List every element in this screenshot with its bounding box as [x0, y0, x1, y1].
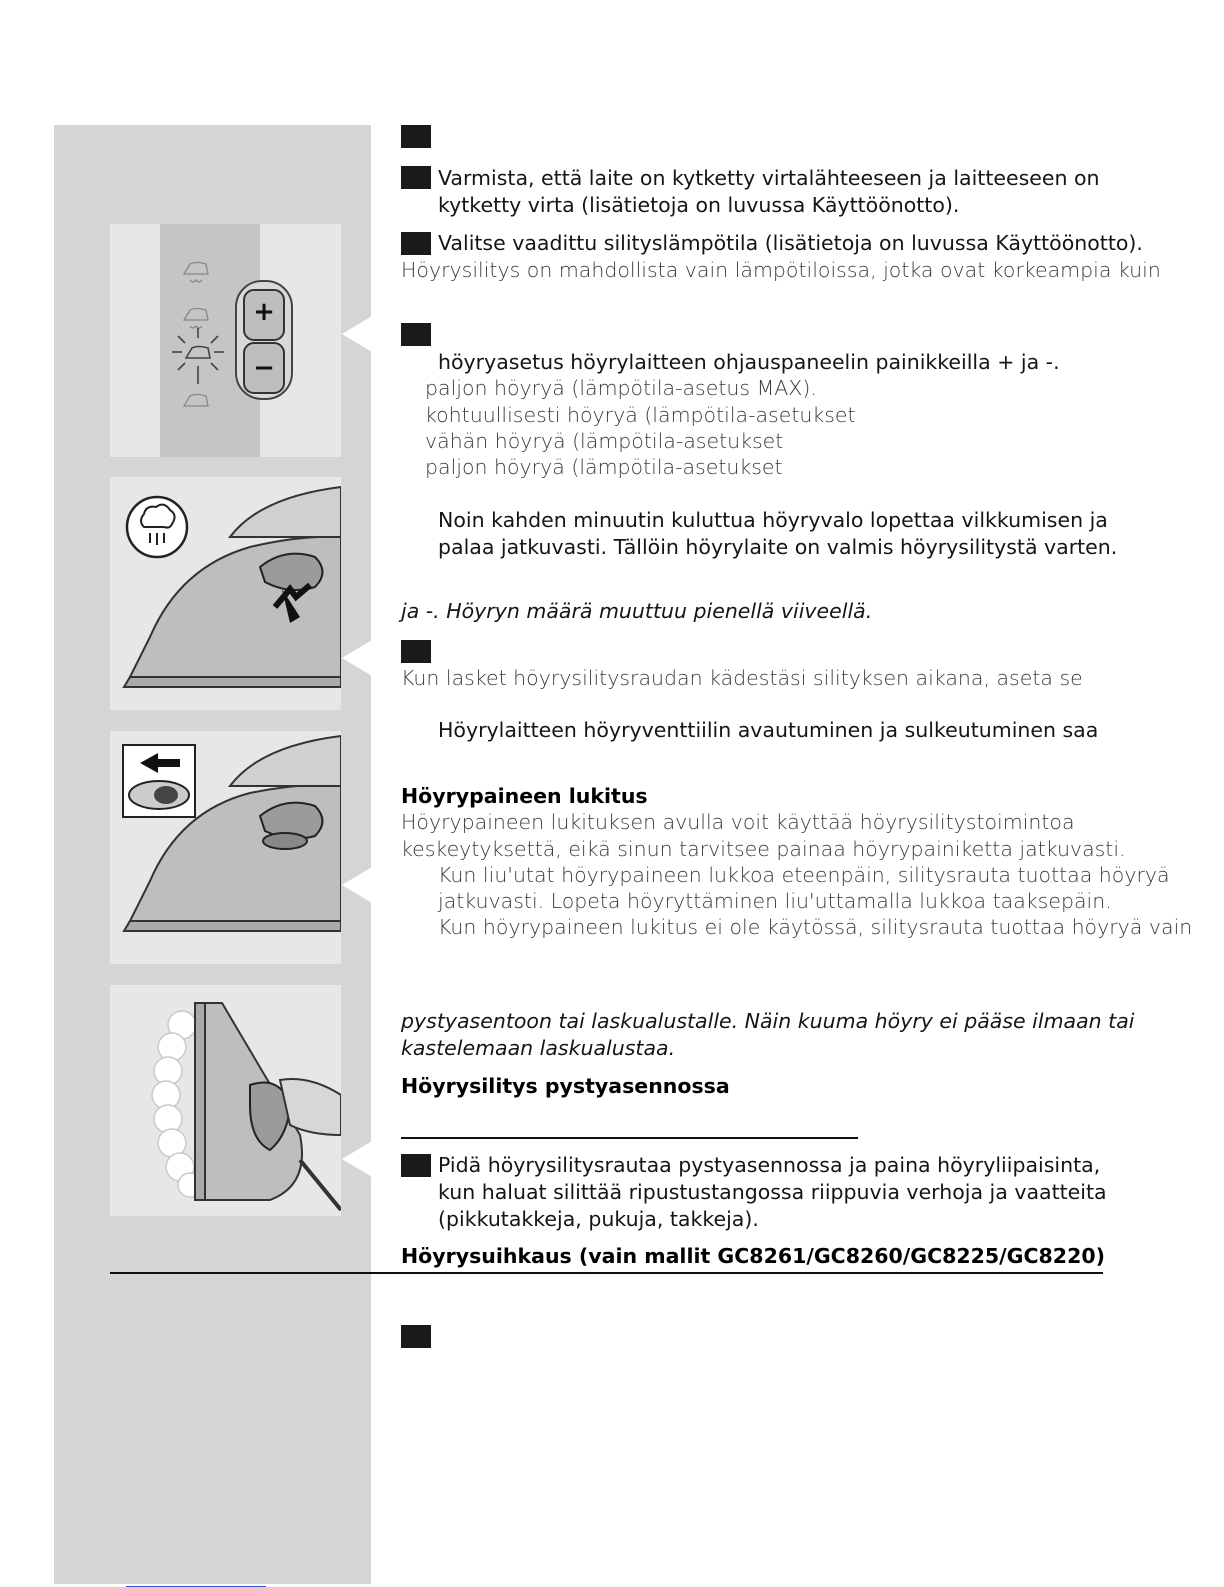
section-rule-full: [110, 1272, 1103, 1274]
step-1-text: Varmista, että laite on kytketty virtalähteeseen ja laitteeseen on: [438, 166, 1100, 190]
steam-setting-text: höyryasetus höyrylaitteen ohjauspaneelin painikkeilla + ja -.: [438, 350, 1060, 374]
figure-pointer-1: [342, 316, 372, 352]
vertical-note-2: kastelemaan laskualustaa.: [401, 1036, 676, 1060]
steam-lock-p4: jatkuvasti. Lopeta höyryttäminen liu'uttamalla lukkoa taaksepäin.: [438, 889, 1112, 913]
vertical-p2: kun haluat silittää ripustustangossa riippuvia verhoja ja vaatteita: [438, 1180, 1107, 1204]
steam-lock-p1: Höyrypaineen lukituksen avulla voit käyttää höyrysilitystoimintoa: [401, 810, 1075, 834]
steam-lock-illustration: [110, 731, 341, 964]
figure-steam-lock: [110, 731, 341, 964]
steam-level-3: vähän höyryä (lämpötila-asetukset: [425, 429, 784, 453]
vertical-heading: Höyrysilitys pystyasennossa: [401, 1074, 730, 1098]
steam-level-1: paljon höyryä (lämpötila-asetus MAX).: [425, 376, 817, 400]
shower-heading: Höyrysuihkaus (vain mallit GC8261/GC8260/GC8225/GC8220): [401, 1244, 1105, 1268]
step-marker: [401, 640, 431, 663]
vertical-p1: Pidä höyrysilitysrautaa pystyasennossa ja paina höyryliipaisinta,: [438, 1153, 1101, 1177]
step-1-text-cont: kytketty virta (lisätietoja on luvussa Käyttöönotto).: [438, 193, 960, 217]
steam-lock-p2: keskeytyksettä, eikä sinun tarvitsee painaa höyrypainiketta jatkuvasti.: [401, 837, 1126, 861]
ready-text-1: Noin kahden minuutin kuluttua höyryvalo lopettaa vilkkumisen ja: [438, 508, 1108, 532]
step-2-note: Höyrysilitys on mahdollista vain lämpötiloissa, jotka ovat korkeampia kuin: [401, 258, 1161, 282]
step-marker: [401, 166, 431, 189]
minus-label: −: [253, 353, 275, 383]
vertical-steam-illustration: [110, 985, 341, 1216]
valve-text: Höyrylaitteen höyryventtiilin avautuminen ja sulkeutuminen saa: [438, 718, 1099, 742]
step-marker: [401, 323, 431, 346]
step-marker: [401, 1154, 431, 1177]
steam-level-4: paljon höyryä (lämpötila-asetukset: [425, 455, 783, 479]
steam-lock-p3: Kun liu'utat höyrypaineen lukkoa eteenpäin, silitysrauta tuottaa höyryä: [438, 863, 1170, 887]
vertical-note-1: pystyasentoon tai laskualustalle. Näin kuuma höyry ei pääse ilmaan tai: [401, 1009, 1135, 1033]
figure-steam-trigger: [110, 477, 341, 710]
figure-vertical-steam: [110, 985, 341, 1216]
steam-lock-heading: Höyrypaineen lukitus: [401, 784, 648, 808]
control-panel-illustration: [110, 224, 341, 457]
plus-label: +: [253, 297, 275, 327]
vertical-p3: (pikkutakkeja, pukuja, takkeja).: [438, 1207, 759, 1231]
step-2-text: Valitse vaadittu silityslämpötila (lisätietoja on luvussa Käyttöönotto).: [438, 231, 1143, 255]
step-marker: [401, 125, 431, 148]
delay-note: ja -. Höyryn määrä muuttuu pienellä viiveellä.: [401, 599, 873, 623]
steam-lock-p5: Kun höyrypaineen lukitus ei ole käytössä, silitysrauta tuottaa höyryä vain: [438, 915, 1193, 939]
figure-pointer-4: [342, 1141, 372, 1177]
figure-pointer-3: [342, 867, 372, 903]
steam-level-2: kohtuullisesti höyryä (lämpötila-asetukset: [425, 403, 856, 427]
steam-trigger-illustration: [110, 477, 341, 710]
figure-pointer-2: [342, 640, 372, 676]
step-marker: [401, 232, 431, 255]
section-rule-short: [401, 1137, 858, 1139]
figure-control-panel: [110, 224, 341, 457]
ready-text-2: palaa jatkuvasti. Tällöin höyrylaite on valmis höyrysilitystä varten.: [438, 535, 1118, 559]
put-down-text: Kun lasket höyrysilitysraudan kädestäsi silityksen aikana, aseta se: [401, 666, 1083, 690]
step-marker: [401, 1325, 431, 1348]
